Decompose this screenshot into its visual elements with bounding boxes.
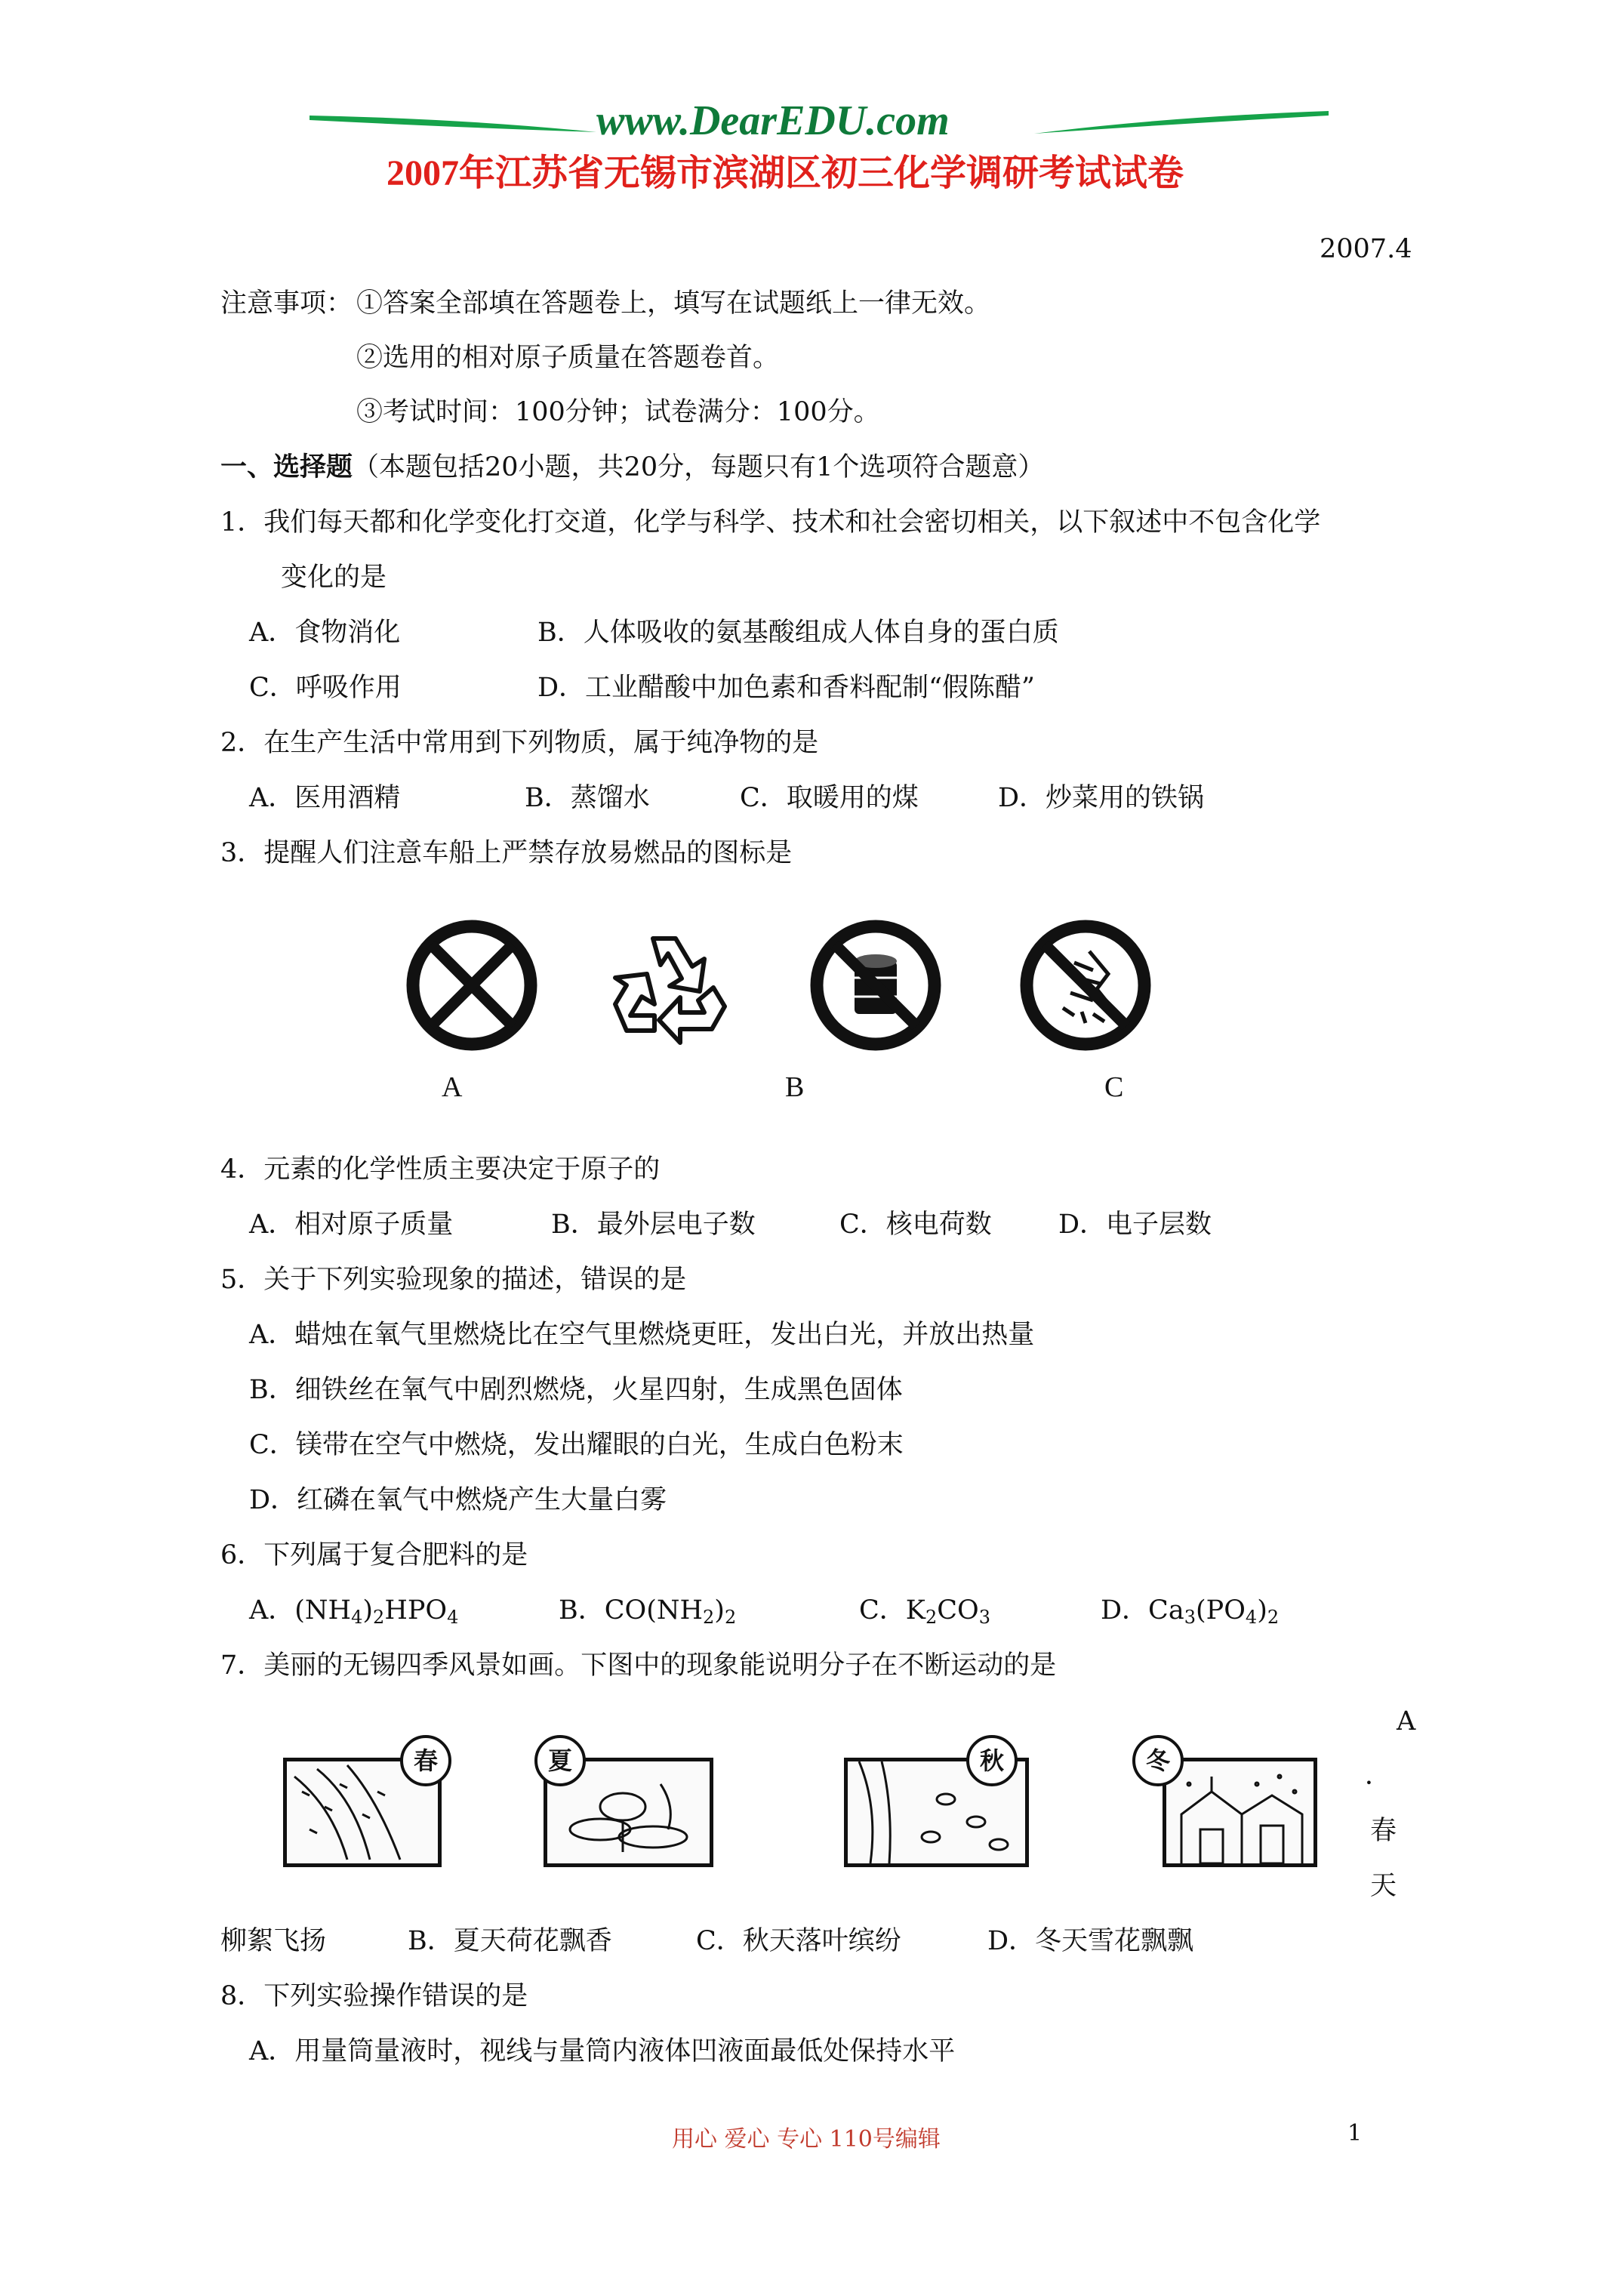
q7-side-a: A (1397, 1706, 1416, 1737)
q5-option-d: D．红磷在氧气中燃烧产生大量白雾 (249, 1485, 667, 1515)
notice-item-1: ①答案全部填在答题卷上，填写在试题纸上一律无效。 (356, 288, 991, 319)
notice-item-2: ②选用的相对原子质量在答题卷首。 (356, 343, 780, 373)
q5-option-a: A．蜡烛在氧气里燃烧比在空气里燃烧更旺，发出白光，并放出热量 (249, 1320, 1035, 1350)
q7-option-a-cont: 柳絮飞扬 (220, 1926, 327, 1956)
q4-option-a: A．相对原子质量 (249, 1210, 454, 1240)
section-note: （本题包括20小题，共20分，每题只有1个选项符合题意） (353, 452, 1045, 482)
spring-badge: 春 (400, 1735, 451, 1786)
q6-option-b: B．$CO(NH_2)_2$ (559, 1595, 737, 1628)
q3-label-b: B (785, 1071, 805, 1103)
exam-title: 2007年江苏省无锡市滨湖区初三化学调研考试试卷 (387, 153, 1184, 193)
q5-option-b: B．细铁丝在氧气中剧烈燃烧，火星四射，生成黑色固体 (249, 1375, 903, 1405)
right-green-swoosh (1034, 111, 1329, 134)
q4-option-c: C．核电荷数 (839, 1210, 992, 1240)
q7-stem: 7．美丽的无锡四季风景如画。下图中的现象能说明分子在不断运动的是 (220, 1650, 1057, 1681)
q7-option-c: C．秋天落叶缤纷 (696, 1926, 901, 1956)
no-barrel-icon (808, 917, 944, 1053)
q2-stem: 2．在生产生活中常用到下列物质，属于纯净物的是 (220, 728, 819, 758)
q2-option-c: C．取暖用的煤 (740, 783, 919, 813)
q1-stem-line1: 1．我们每天都和化学变化打交道，化学与科学、技术和社会密切相关，以下叙述中不包含化学 (220, 507, 1321, 538)
left-green-swoosh (310, 116, 596, 132)
q7-side-tian: 天 (1370, 1871, 1397, 1901)
winter-badge: 冬 (1132, 1735, 1184, 1786)
q7-option-d: D．冬天雪花飘飘 (987, 1926, 1194, 1956)
q4-option-d: D．电子层数 (1058, 1210, 1212, 1240)
q6-stem: 6．下列属于复合肥料的是 (220, 1540, 528, 1570)
notice-label: 注意事项： (220, 288, 353, 319)
q1-option-d: D．工业醋酸中加色素和香料配制“假陈醋” (537, 673, 1035, 703)
q2-option-a: A．医用酒精 (249, 783, 401, 813)
q3-stem: 3．提醒人们注意车船上严禁存放易燃品的图标是 (220, 838, 793, 868)
q5-option-c: C．镁带在空气中燃烧，发出耀眼的白光，生成白色粉末 (249, 1430, 904, 1460)
q5-stem: 5．关于下列实验现象的描述，错误的是 (220, 1265, 687, 1295)
section-title: 一、选择题 (220, 451, 353, 482)
notice-item-3: ③考试时间：100分钟；试卷满分：100分。 (356, 397, 880, 427)
q1-option-a: A．食物消化 (249, 618, 401, 648)
q3-label-c: C (1104, 1071, 1124, 1103)
section-heading (220, 451, 1044, 484)
q6-option-c: C．$K_2CO_3$ (859, 1595, 990, 1628)
q4-stem: 4．元素的化学性质主要决定于原子的 (220, 1154, 661, 1185)
q4-option-b: B．最外层电子数 (551, 1210, 756, 1240)
q6-option-d: D．$Ca_3(PO_4)_2$ (1101, 1595, 1280, 1628)
q7-side-dot: ． (1365, 1761, 1392, 1791)
q1-stem-line2: 变化的是 (281, 562, 387, 593)
q1-option-c: C．呼吸作用 (249, 673, 402, 703)
q2-option-d: D．炒菜用的铁锅 (998, 783, 1205, 813)
q2-option-b: B．蒸馏水 (525, 783, 650, 813)
site-url[interactable]: www.DearEDU.com (596, 97, 950, 144)
no-fireworks-icon (1018, 917, 1153, 1053)
q6-option-a: A．$(NH_4)_2HPO_4$ (249, 1595, 459, 1628)
footer-credit: 用心 爱心 专心 110号编辑 (672, 2126, 941, 2153)
q1-option-b: B．人体吸收的氨基酸组成人体自身的蛋白质 (537, 618, 1059, 648)
q8-stem: 8．下列实验操作错误的是 (220, 1981, 528, 2011)
page-number: 1 (1347, 2120, 1363, 2147)
q7-option-b: B．夏天荷花飘香 (408, 1926, 612, 1956)
winter-scene (1163, 1758, 1317, 1867)
exam-date: 2007.4 (1320, 234, 1412, 264)
recycle-icon (600, 920, 736, 1052)
q8-option-a: A．用量筒量液时，视线与量筒内液体凹液面最低处保持水平 (249, 2036, 956, 2066)
q3-label-a: A (442, 1071, 463, 1103)
q7-side-chun: 春 (1370, 1816, 1397, 1846)
summer-badge: 夏 (534, 1735, 586, 1786)
prohibition-x-icon (404, 917, 540, 1053)
autumn-badge: 秋 (966, 1735, 1018, 1786)
